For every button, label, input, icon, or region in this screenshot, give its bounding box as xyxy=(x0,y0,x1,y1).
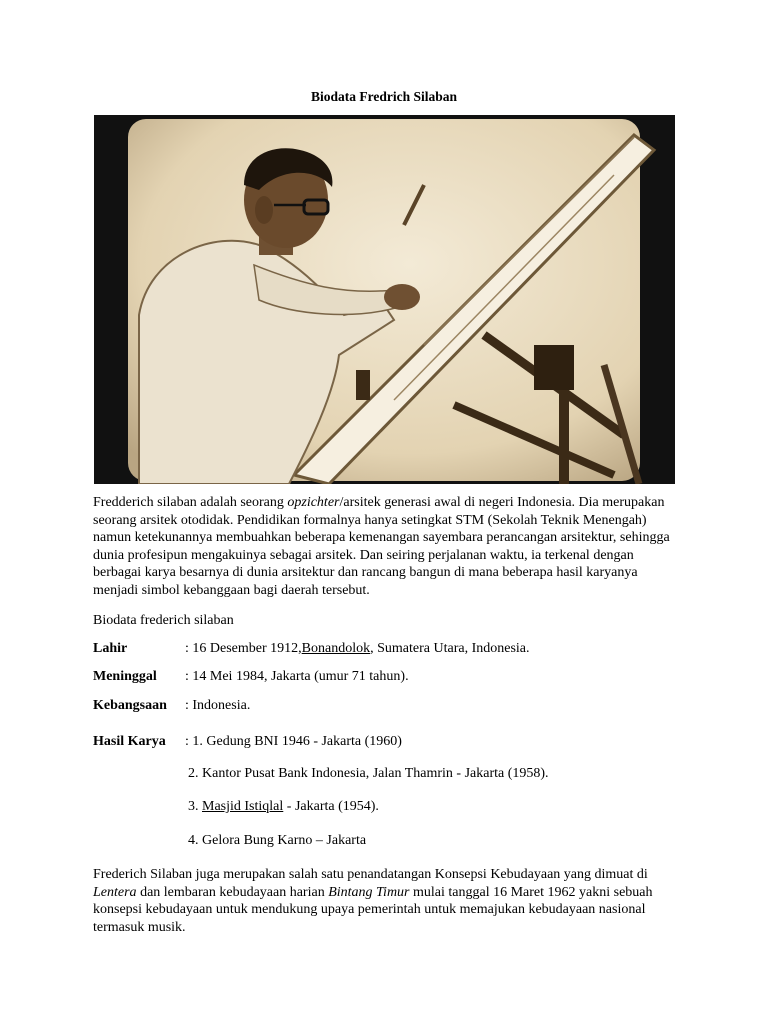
fact-label: Hasil Karya xyxy=(93,734,166,749)
fact-value: : Indonesia. xyxy=(185,698,251,713)
fact-label: Lahir xyxy=(93,641,128,656)
fact-value: : 14 Mei 1984, Jakarta (umur 71 tahun). xyxy=(185,669,409,684)
biodata-subheading: Biodata frederich silaban xyxy=(93,613,234,628)
portrait-photo xyxy=(94,115,675,484)
fact-label: Kebangsaan xyxy=(93,698,167,713)
closing-paragraph: Frederich Silaban juga merupakan salah satu penandatangan Konsepsi Kebudayaan yang dimuat di Lentera dan lembaran kebudayaan harian Bintang Timur mulai tanggal 16 Maret 1962 yakni sebuah konsepsi kebudayaan untuk mendukung upaya pemerintah untuk memajukan kebudayaan nasional termasuk musik. xyxy=(93,867,653,935)
work-item: 3. Masjid Istiqlal - Jakarta (1954). xyxy=(188,799,379,814)
fact-value: : 16 Desember 1912,Bonandolok, Sumatera Utara, Indonesia. xyxy=(185,641,530,656)
intro-paragraph: Fredderich silaban adalah seorang opzichter/arsitek generasi awal di negeri Indonesia. Dia merupakan seorang arsitek otodidak. Pendidikan formalnya hanya setingkat STM (Sekolah Teknik Menengah) namun ketekunannya membuahkan beberapa kemenangan sayembara perancangan arsitektur, sehingga dunia profesipun mengakuinya sebagai arsitek. Dan seiring perjalanan waktu, ia terkenal dengan berbagai karya besarnya di dunia arsitektur dan rancang bangun di mana beberapa hasil karyanya menjadi simbol kebanggaan bagi daerah tersebut. xyxy=(93,495,670,598)
work-item: : 1. Gedung BNI 1946 - Jakarta (1960) xyxy=(185,734,402,749)
work-item: 2. Kantor Pusat Bank Indonesia, Jalan Thamrin - Jakarta (1958). xyxy=(188,766,549,781)
masjid-istiqlal-link[interactable]: Masjid Istiqlal xyxy=(202,799,284,814)
fact-label: Meninggal xyxy=(93,669,157,684)
page-title: Biodata Fredrich Silaban xyxy=(310,89,458,104)
bonandolok-link[interactable]: Bonandolok xyxy=(301,641,371,656)
work-item: 4. Gelora Bung Karno – Jakarta xyxy=(188,833,367,848)
